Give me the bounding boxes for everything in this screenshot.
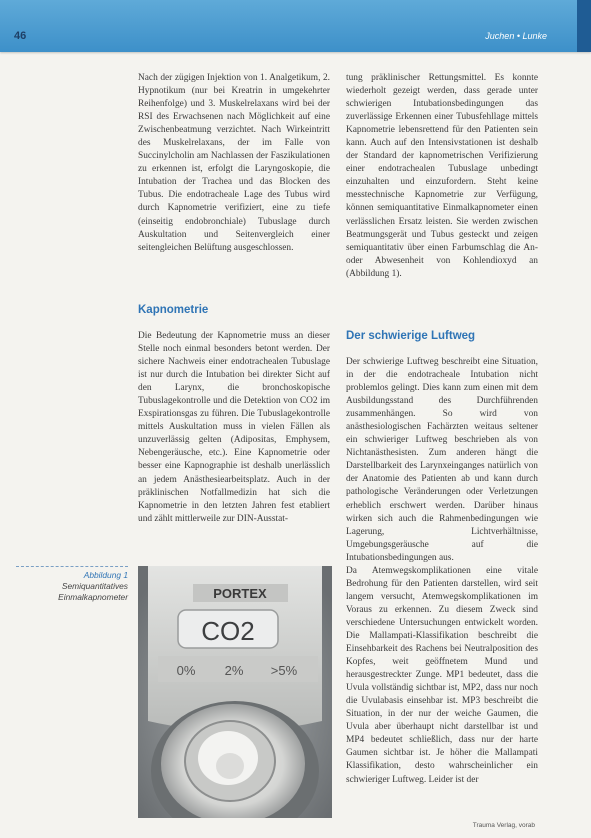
capnometer-illustration bbox=[138, 566, 332, 818]
text-column-right-lower bbox=[346, 356, 538, 787]
page-number: 46 bbox=[14, 30, 27, 42]
text-column-left bbox=[138, 72, 330, 255]
body-paragraph: Die Bedeutung der Kapnometrie muss an dieser Stelle noch einmal besonders betont werden. Der sichere Nachweis einer endotrachealen Tubuslage ist nur durch die Intubation bei direkter Sicht auf den Larynx, die bronchoskopische Tubuslagekontrolle und die Detektion von CO2 im Exspirationsgas zu führen. Die Tubuslagekontrolle mittels Auskultation muss in vielen Fällen als unzuverlässig gelten (Adipositas, Emphysem, Nebengeräusche, etc.). Eine Kapnometrie oder besser eine Kapnographie ist deshalb unerlässlich an jedem Anästhesiearbeitsplatz. Auch in der präklinischen Notfallmedizin hat sich die Kapnometrie in den letzten Jahren fest etabliert und zählt mittlerweile zur DIN-Ausstat- bbox=[138, 331, 330, 524]
brand-label: PORTEX bbox=[213, 586, 267, 601]
section-heading-kapnometrie: Kapnometrie bbox=[138, 304, 209, 316]
running-head: Juchen • Lunke bbox=[485, 31, 547, 41]
body-paragraph: Der schwierige Luftweg beschreibt eine Situation, in der die endotracheale Intubation nicht problemlos gelingt. Dies kann zum einen mit dem Ausbildungsstand des Durchführenden zusammenhängen. So wird von anästhesiologischen Fachärzten weitaus seltener ein schwieriger Luftweg beschrieben als von Nichtanästhesisten. Zum anderen hängt die Darstellbarkeit des Larynxeinganges natürlich von der Anatomie des Patienten ab und kann durch pathologische Veränderungen oder Verletzungen erheblich erschwert werden. Darüber hinaus wirken sich auch die Rahmenbedingungen wie Lagerung, Lichtverhältnisse, Umgebungsgeräusche auf die Intubationsbedingungen aus. bbox=[346, 357, 538, 563]
header-bar bbox=[0, 0, 591, 52]
figure-label: Abbildung 1 bbox=[83, 570, 128, 580]
capnometer-photo bbox=[138, 566, 332, 818]
connector-core bbox=[216, 753, 244, 779]
header-corner-tab bbox=[577, 0, 591, 52]
scale-label-5: >5% bbox=[270, 663, 298, 678]
page-footer: Trauma Verlag, vorab bbox=[472, 822, 535, 829]
co2-label: CO2 bbox=[201, 616, 255, 646]
text-column-left-lower bbox=[138, 330, 330, 526]
scale-label-0: 0% bbox=[176, 663, 196, 678]
body-paragraph: Da Atemwegskomplikationen eine vitale Bedrohung für den Patienten darstellen, wird seit langem versucht, Atemwegskomplikationen im Voraus zu erkennen. Zu diesem Zweck sind verschiedene Untersuchungen entwickelt worden. Die Mallampati-Klassifikation beschreibt die Einsehbarkeit des Rachens bei Neutralposition des Kopfes, weit geöffnetem Mund und herausgestreckter Zunge. MP1 bedeutet, dass die Uvula vollständig sichtbar ist, MP2, dass nur noch die Uvulabasis einsehbar ist. MP3 beschreibt die Situation, in der nur der weiche Gaumen, die Uvula aber überhaupt nicht darstellbar ist und MP4 bedeutet schließlich, dass nur der harte Gaumen sichtbar ist. Je höher die Mallampati Klassifikation, desto wahrscheinlicher ein schwieriger Luftweg. Leider ist der bbox=[346, 565, 538, 785]
text-column-right bbox=[346, 72, 538, 281]
scale-label-2: 2% bbox=[224, 663, 244, 678]
body-paragraph: tung präklinischer Rettungsmittel. Es konnte wiederholt gezeigt werden, dass gerade unter schwierigen Intubationsbedingungen das zuverlässige Erkennen einer Tubusfehllage mittels Kapnometrie lebensrettend für den Patienten sein kann. Auch auf den Intensivstationen ist deshalb der Standard der kapnometrischen Verifizierung einer endotrachealen Tubuslage unbedingt einzuhalten und einzufordern. Steht keine messtechnische Kapnometrie zur Verfügung, können semiquantitative Einmalkapnometer einen verlässlichen Ersatz leisten. Sie werden zwischen Beatmungsgerät und Tubus gesteckt und zeigen semiquantitativ über einen Farbumschlag die An- oder Abwesenheit von Kohlendioxyd an (Abbildung 1). bbox=[346, 73, 538, 279]
figure-caption bbox=[16, 566, 128, 603]
figure-caption-text: Semiquantitatives Einmalkapnometer bbox=[58, 581, 128, 602]
body-paragraph: Nach der zügigen Injektion von 1. Analgetikum, 2. Hypnotikum (nur bei Kreatrin in umgekehrter Reihenfolge) und 3. Muskelrelaxans wird bei der RSI des Erwachsenen nach Möglichkeit auf eine Zwischenbeatmung verzichtet. Nach Wirkeintritt des Muskelrelaxans, der im Falle von Succinylcholin am Nachlassen der Faszikulationen zu erkennen ist, erfolgt die Laryngoskopie, die Intubation der Trachea und das Blocken des Tubus. Die endotracheale Lage des Tubus wird durch Kapnometrie verifiziert, eine zu tiefe (einseitig endobronchiale) Tubuslage durch Auskultation und Seitenvergleich einer seitengleichen Belüftung ausgeschlossen. bbox=[138, 73, 330, 253]
section-heading-luftweg: Der schwierige Luftweg bbox=[346, 330, 476, 342]
